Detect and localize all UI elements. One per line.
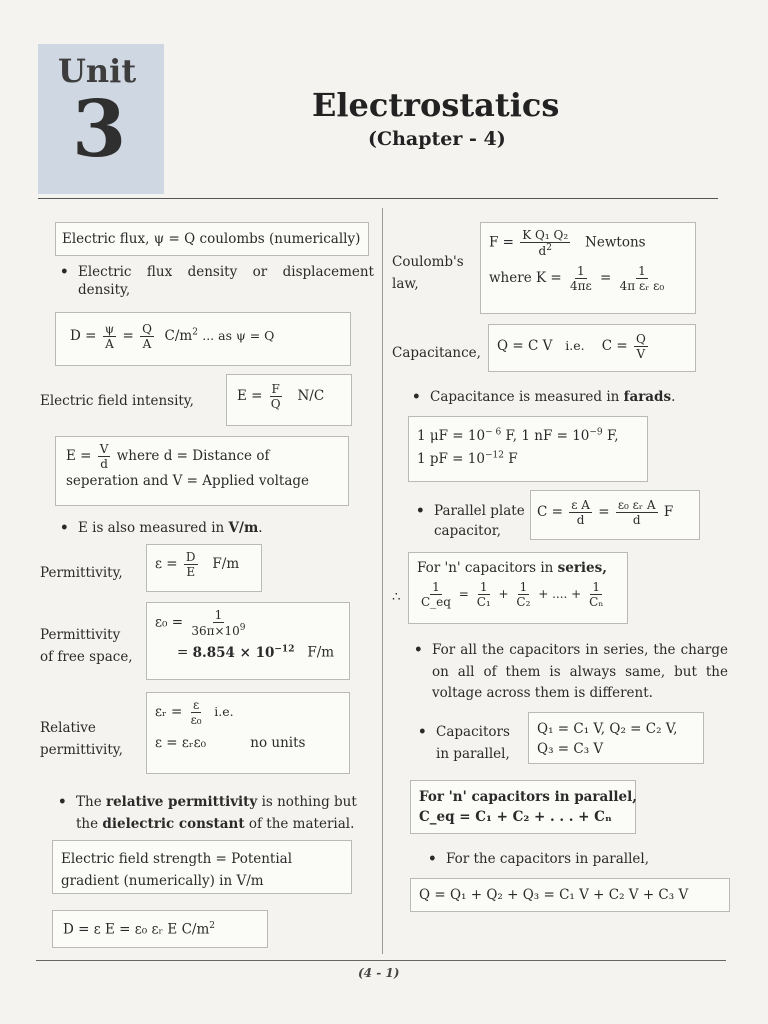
D-over-E: $\frac{D}{E}$ [185,550,196,579]
total-charge-box: Q = Q₁ + Q₂ + Q₃ = C₁ V + C₂ V + C₃ V [410,878,730,912]
column-divider [382,208,383,954]
series-box: For 'n' capacitors in series, $\frac{1}{C\_eq}$ = $\frac{1}{\text{C₁}}$ + $\frac{1}{\text{C₂}}$ + .... + $\frac{1}{\text{Cₙ}}$ [408,552,628,624]
1-over-C1: $\frac{1}{\text{C₁}}$ [476,580,491,610]
1-over-C2: $\frac{1}{\text{C₂}}$ [516,580,531,610]
flux-density-bullet [78,263,374,299]
parallel-total-box: For 'n' capacitors in parallel, C_eq = C₁ + C₂ + . . . + Cₙ [410,780,636,834]
eps0-epsr-A-over-d: $\frac{\text{ε₀ εᵣ A}}{d}$ [617,498,656,527]
chapter-subtitle: (Chapter - 4) [368,128,506,150]
flux-box [55,222,369,256]
1-over-Ceq: $\frac{1}{C\_eq}$ [421,580,451,610]
units-box: 1 $\mu F = 10^{- 6}$ F, 1 nF = $10^{-9}$ F, 1 pF = $10^{-12}$ F [408,416,648,482]
coulomb-fraction: $\frac{\text{K Q₁ Q₂}}{d^2}$ [522,228,569,258]
relative-equation-box: εᵣ = $\frac{\varepsilon}{\text{ε₀}}$ i.e. ε = εᵣε₀ no units [146,692,350,774]
relative-permittivity-bullet: • The relative permittivity is nothing but the dielectric constant of the material. [76,792,376,835]
eps-over-eps0: $\frac{\varepsilon}{\text{ε₀}}$ [190,698,202,727]
efi-label: Electric field intensity, [40,393,194,409]
unit-number: 3 [72,84,127,175]
1-over-Cn: $\frac{1}{\text{Cₙ}}$ [589,580,604,610]
free-space-label: Permittivity of free space, [40,627,133,665]
D-equation-box: D = $\frac{\psi}{A}$ = $\frac{Q}{A}$ $C/m^2$ ... as ψ = Q [55,312,351,366]
D-lhs: D = [70,328,97,344]
Q-over-V: $\frac{Q}{V}$ [635,332,646,361]
eps0-fraction: $\frac{1}{36\pi\times 10^9}$ [191,608,246,638]
unit-label: Unit [58,52,137,90]
page-number: (4 - 1) [358,966,400,980]
final-D-box: D = ε E = ε₀ εᵣ E $C/m^2$ [52,910,268,948]
F-over-Q: $\frac{F}{Q}$ [270,382,281,411]
coulomb-label: Coulomb's law, [392,254,464,292]
capacitance-label: Capacitance, [392,345,481,361]
permittivity-label: Permittivity, [40,565,123,581]
flux-density-text: Electric flux density or displacement density, [78,264,374,299]
flux-text: Electric flux, ψ = Q coulombs (numerically) [62,231,361,247]
D-note: ... as ψ = Q [202,328,275,343]
k-fraction-1: $\frac{1}{4\pi\varepsilon}$ [569,264,592,293]
top-divider [38,198,718,199]
E-units-bullet: • E is also measured in V/m. [78,519,263,537]
E-definition-box: E = $\frac{V}{d}$ where d = Distance of seperation and V = Applied voltage [55,436,349,506]
free-space-equation-box: ε₀ = $\frac{1}{36\pi\times 10^9}$ = $8.854 \times 10^{-12}$ F/m [146,602,350,680]
capacitance-equation-box: Q = C V i.e. C = $\frac{Q}{V}$ [488,324,696,372]
parallel-final-bullet: • For the capacitors in parallel, [446,850,649,868]
k-fraction-2: $\frac{1}{\text{4π εᵣ ε₀}}$ [619,264,665,293]
chapter-title: Electrostatics [312,86,560,124]
relative-label: Relative permittivity, [40,720,123,758]
V-over-d: $\frac{V}{d}$ [99,442,109,471]
series-bullet: • For all the capacitors in series, the charge on all of them is always same, but the voltage across them is different. [432,640,728,705]
Q-over-A: $\frac{Q}{A}$ [142,322,152,351]
psi-over-A: $\frac{\psi}{A}$ [104,322,115,351]
therefore-symbol: ∴ [392,589,401,605]
parallel-plate-equation-box: C = $\frac{\text{ε A}}{d}$ = $\frac{\text{ε₀ εᵣ A}}{d}$ F [530,490,700,540]
bottom-divider [36,960,726,961]
parallel-bullet: • Capacitors in parallel, [436,722,510,765]
parallel-equation-box: Q₁ = C₁ V, Q₂ = C₂ V, Q₃ = C₃ V [528,712,704,764]
epsA-over-d: $\frac{\text{ε A}}{d}$ [571,498,590,527]
permittivity-equation-box: ε = $\frac{D}{E}$ F/m [146,544,262,592]
coulomb-equation-box: F = $\frac{\text{K Q₁ Q₂}}{d^2}$ Newtons where K = $\frac{1}{4\pi\varepsilon}$ = $\frac{1}{\text{4π εᵣ ε₀}}$ [480,222,696,314]
parallel-plate-bullet: • Parallel plate capacitor, [434,502,525,541]
farads-bullet: • Capacitance is measured in farads. [430,388,675,406]
efi-equation-box: E = $\frac{F}{Q}$ N/C [226,374,352,426]
gradient-box: Electric field strength = Potential gradient (numerically) in V/m [52,840,352,894]
